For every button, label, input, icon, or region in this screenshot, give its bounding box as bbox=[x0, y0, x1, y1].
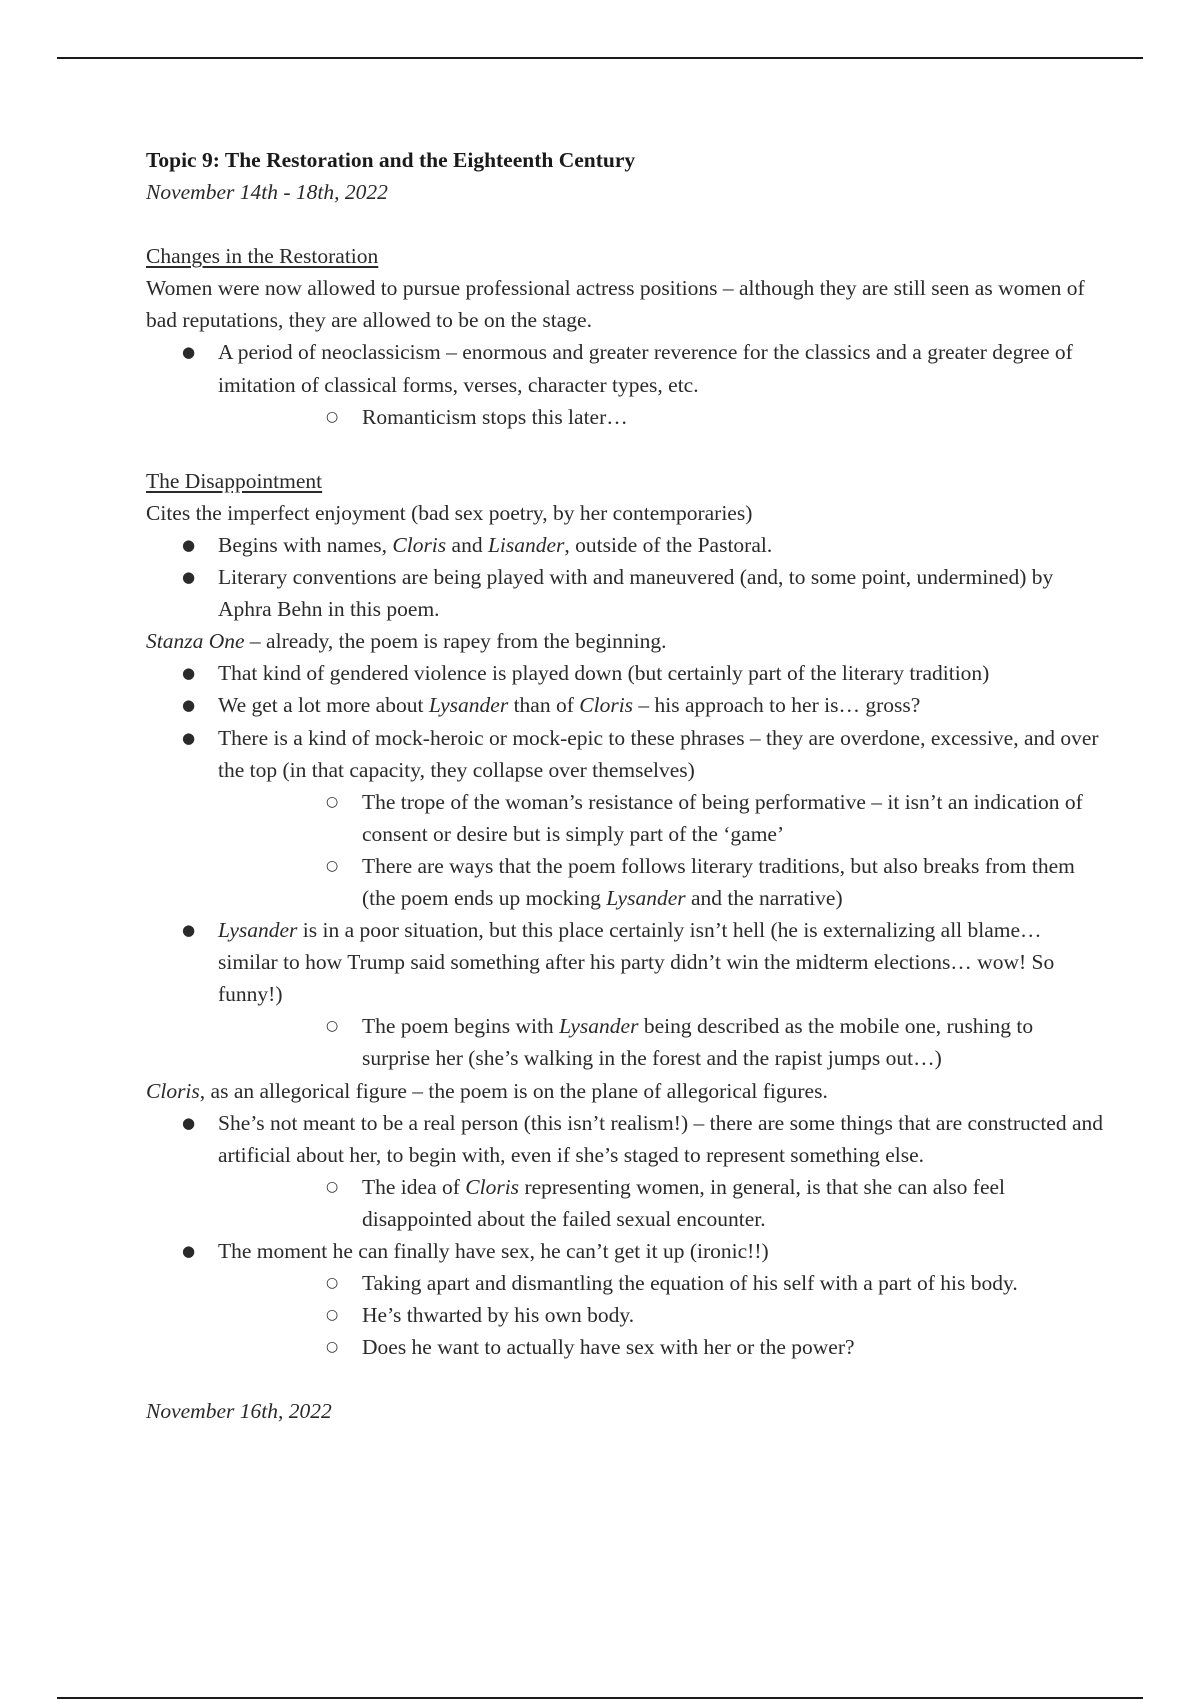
bullet-item: ● A period of neoclassicism – enormous and greater reverence for the classics and a greater degree of imitation of classical forms, verses, character types, etc. ○ Romanticism stops this later… bbox=[146, 336, 1106, 432]
paragraph: Cloris, as an allegorical figure – the poem is on the plane of allegorical figures. bbox=[146, 1078, 828, 1103]
bullet-item: ● She’s not meant to be a real person (this isn’t realism!) – there are some things that are constructed and artificial about her, to begin with, even if she’s staged to represent something else. ○ The idea of Cloris representing women, in general, is that she can also feel disappointed about the failed sexual encounter. bbox=[146, 1107, 1106, 1235]
sub-bullet-item: ○ The trope of the woman’s resistance of being performative – it isn’t an indication of consent or desire but is simply part of the ‘game’ bbox=[290, 786, 1106, 850]
bullet-item: ● We get a lot more about Lysander than of Cloris – his approach to her is… gross? bbox=[146, 689, 1106, 721]
bullet-item: ● Begins with names, Cloris and Lisander, outside of the Pastoral. bbox=[146, 529, 1106, 561]
document-title: Topic 9: The Restoration and the Eighteenth Century bbox=[146, 148, 636, 172]
sub-bullet-item: ○ Does he want to actually have sex with her or the power? bbox=[290, 1331, 1106, 1363]
document-body bbox=[146, 144, 1106, 1427]
bullet-list bbox=[146, 336, 1106, 432]
sub-bullet-item: ○ He’s thwarted by his own body. bbox=[290, 1299, 1106, 1331]
paragraph: Stanza One – already, the poem is rapey from the beginning. bbox=[146, 629, 667, 654]
bullet-item: ● That kind of gendered violence is played down (but certainly part of the literary tradition) bbox=[146, 657, 1106, 689]
sub-bullet-list bbox=[218, 786, 1106, 914]
bullet-list bbox=[146, 529, 1106, 625]
sub-bullet-item: ○ Taking apart and dismantling the equation of his self with a part of his body. bbox=[290, 1267, 1106, 1299]
bottom-rule bbox=[57, 1697, 1143, 1699]
paragraph: Women were now allowed to pursue professional actress positions – although they are still seen as women of bad reputations, they are allowed to be on the stage. bbox=[146, 276, 1085, 333]
section-heading-restoration: Changes in the Restoration bbox=[146, 244, 379, 269]
document-date: November 14th - 18th, 2022 bbox=[146, 180, 388, 205]
top-rule bbox=[57, 57, 1143, 59]
sub-bullet-list bbox=[218, 1171, 1106, 1235]
bullet-item: ● There is a kind of mock-heroic or mock-epic to these phrases – they are overdone, excessive, and over the top (in that capacity, they collapse over themselves) ○ The trope of the woman’s resistance of being performative – it isn’t an indication of consent or desire but is simply part of the ‘game’ ○ There are ways that the poem follows literary traditions, but also breaks from them (the poem ends up mocking Lysander and the narrative) bbox=[146, 722, 1106, 915]
sub-bullet-item: ○ The poem begins with Lysander being described as the mobile one, rushing to surprise her (she’s walking in the forest and the rapist jumps out…) bbox=[290, 1010, 1106, 1074]
section-heading-disappointment: The Disappointment bbox=[146, 468, 323, 493]
sub-bullet-item: ○ Romanticism stops this later… bbox=[290, 401, 1106, 433]
sub-bullet-item: ○ There are ways that the poem follows literary traditions, but also breaks from them (the poem ends up mocking Lysander and the narrative) bbox=[290, 850, 1106, 914]
sub-bullet-list bbox=[218, 1267, 1106, 1363]
bullet-item: ● Lysander is in a poor situation, but this place certainly isn’t hell (he is externalizing all blame… similar to how Trump said something after his party didn’t win the midterm elections… wow! So funny!) ○ The poem begins with Lysander being described as the mobile one, rushing to surprise her (she’s walking in the forest and the rapist jumps out…) bbox=[146, 914, 1106, 1074]
bullet-list bbox=[146, 657, 1106, 1074]
bullet-item: ● The moment he can finally have sex, he can’t get it up (ironic!!) ○ Taking apart and dismantling the equation of his self with a part of his body. ○ He’s thwarted by his own body. ○ Does he want to actually have sex with her or the power? bbox=[146, 1235, 1106, 1363]
bullet-list bbox=[146, 1107, 1106, 1364]
sub-bullet-list bbox=[218, 401, 1106, 433]
bullet-item: ● Literary conventions are being played with and maneuvered (and, to some point, undermined) by Aphra Behn in this poem. bbox=[146, 561, 1106, 625]
paragraph: Cites the imperfect enjoyment (bad sex poetry, by her contemporaries) bbox=[146, 500, 753, 525]
sub-bullet-item: ○ The idea of Cloris representing women, in general, is that she can also feel disappointed about the failed sexual encounter. bbox=[290, 1171, 1106, 1235]
sub-bullet-list bbox=[218, 1010, 1106, 1074]
document-date-2: November 16th, 2022 bbox=[146, 1399, 332, 1424]
